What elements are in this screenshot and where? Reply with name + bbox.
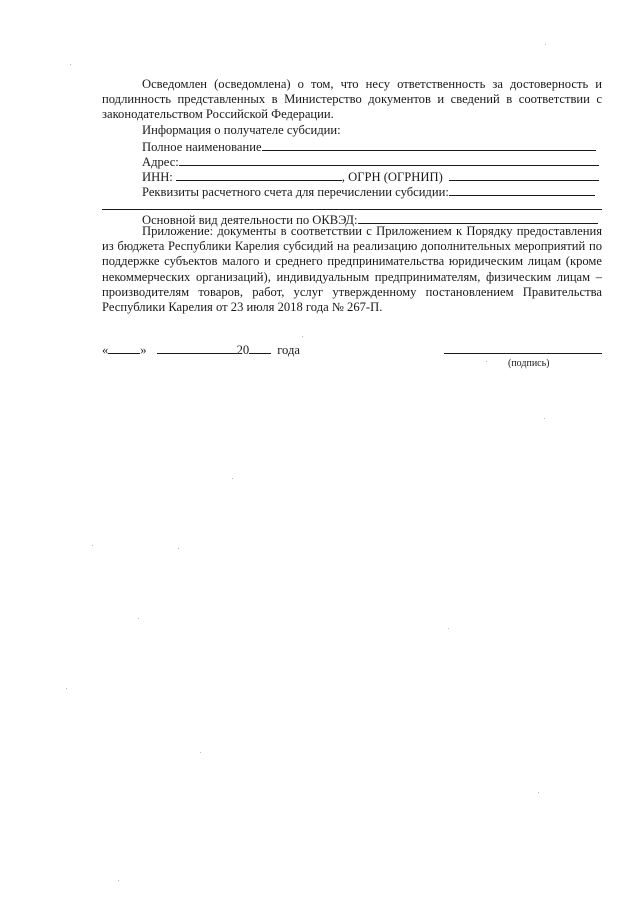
date-month-field[interactable] (157, 341, 237, 354)
signature-field[interactable] (444, 341, 602, 354)
scan-speck (178, 548, 179, 549)
scan-speck (92, 545, 93, 546)
scan-speck (545, 44, 546, 45)
date-close-quote: » (140, 343, 147, 357)
date-year-field[interactable] (249, 341, 271, 354)
ogrn-label: , ОГРН (ОГРНИП) (341, 170, 443, 184)
scan-speck (448, 628, 449, 629)
scan-speck (200, 752, 201, 753)
scan-speck (138, 618, 139, 619)
date-year-suffix: года (277, 343, 300, 357)
inn-label: ИНН: (142, 170, 173, 184)
signature-caption: (подпись) (508, 358, 550, 369)
bank-details-field-line2[interactable] (102, 197, 602, 210)
ogrn-field[interactable] (449, 168, 599, 181)
scan-speck (66, 688, 67, 689)
date-day-field[interactable] (108, 341, 140, 354)
scan-speck (486, 361, 487, 362)
okved-label: Основной вид деятельности по ОКВЭД: (142, 213, 358, 227)
attachment-paragraph: Приложение: документы в соответствии с Приложением к Порядку предоставления из бюджета Республики Карелия субсидий на реализацию дополнительных мероприятий по поддержке субъектов малого и среднего предпринимательства юридическим лицам (кроме некоммерческих организаций), индивидуальным предпринимателям, физическим лицам – производителям товаров, работ, услуг утвержденному постановлением Правительства Республики Карелия от 23 июля 2018 года № 267-П. (102, 224, 602, 315)
date-row (102, 341, 300, 358)
address-label: Адрес: (142, 155, 179, 169)
scan-speck (70, 64, 71, 65)
inn-field[interactable] (176, 168, 342, 181)
scan-speck (538, 792, 539, 793)
date-year-prefix: 20 (236, 343, 250, 357)
responsibility-paragraph: Осведомлен (осведомлена) о том, что несу ответственность за достоверность и подлинность представленных в Министерство документов и сведений в соответствии с законодательством Российской Федерации. (102, 77, 602, 122)
full-name-field[interactable] (262, 138, 596, 151)
address-field[interactable] (179, 153, 599, 166)
recipient-info-label: Информация о получателе субсидии: (142, 123, 341, 137)
scan-speck (302, 336, 303, 337)
scan-speck (232, 478, 233, 479)
scan-speck (544, 418, 545, 419)
bank-details-field[interactable] (449, 183, 595, 196)
scan-speck (118, 880, 119, 881)
date-open-quote: « (102, 343, 109, 357)
okved-field[interactable] (358, 211, 598, 224)
full-name-label: Полное наименование (142, 140, 262, 154)
bank-details-label: Реквизиты расчетного счета для перечислении субсидии: (142, 185, 449, 199)
